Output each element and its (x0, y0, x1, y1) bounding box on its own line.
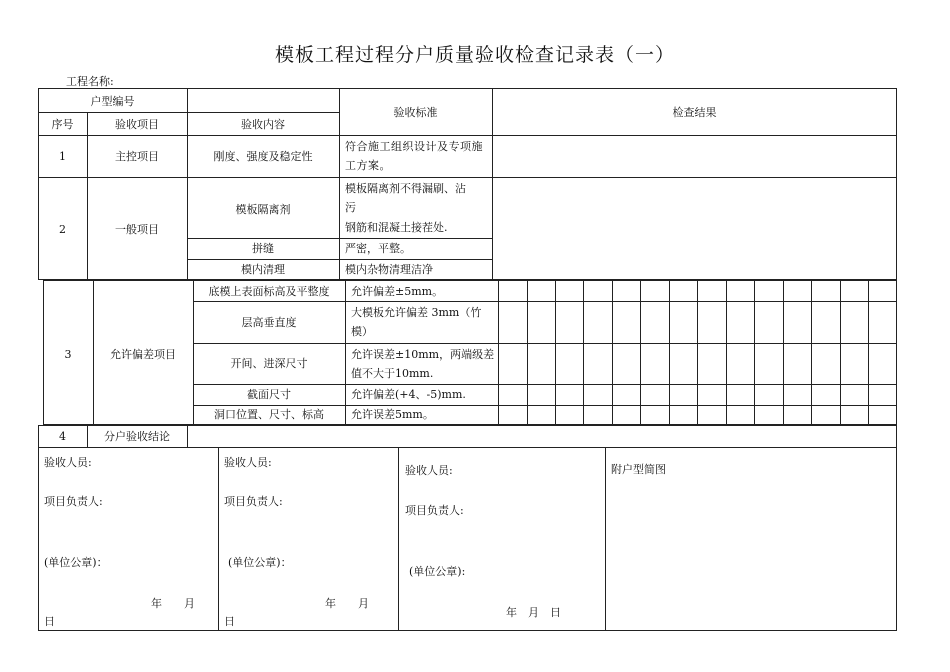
sig1-year-month: 年 月 (151, 597, 195, 610)
sig1-manager: 项目负责人: (44, 495, 103, 508)
row2-sub1-standard-line2: 污 (345, 201, 356, 214)
content-header: 验收内容 (241, 118, 285, 131)
row2-item: 一般项目 (115, 223, 159, 236)
row2-sub2-content: 拼缝 (252, 242, 274, 255)
row3-sub3-content: 开间、进深尺寸 (230, 357, 308, 370)
row3-sub1-content: 底模上表面标高及平整度 (208, 285, 330, 298)
row3-item: 允许偏差项目 (110, 348, 176, 361)
sig2-manager: 项目负责人: (224, 495, 283, 508)
row3-sub2-content: 层高垂直度 (241, 316, 297, 329)
row2-sub1-standard-line1: 模板隔离剂不得漏刷、沾 (345, 182, 466, 195)
sig2-inspector: 验收人员: (224, 456, 272, 469)
row2-sub1-standard-line3: 钢筋和混凝土接茬处. (345, 221, 448, 234)
row2-sub3-content: 模内清理 (241, 263, 285, 276)
standard-header: 验收标准 (393, 106, 438, 119)
sig3-inspector: 验收人员: (405, 464, 453, 477)
row3-sub4-content: 截面尺寸 (247, 388, 291, 401)
floor-plan-attachment-label: 附户型简图 (611, 463, 666, 476)
row2-sub2-standard: 严密，平整。 (345, 242, 411, 255)
row3-sub2-standard: 大模板允许偏差 3mm（竹模） (351, 306, 482, 338)
sig1-inspector: 验收人员: (44, 456, 92, 469)
item-header: 验收项目 (115, 118, 159, 131)
sig2-seal: (单位公章)： (228, 556, 292, 569)
row4-item: 分户验收结论 (104, 430, 170, 443)
sig3-manager: 项目负责人: (405, 504, 464, 517)
sig3-seal: (单位公章): (409, 565, 466, 578)
row3-sub1-standard: 允许偏差±5mm。 (351, 285, 444, 298)
unit-type-header: 户型编号 (90, 95, 135, 108)
row1-content: 刚度、强度及稳定性 (213, 150, 313, 163)
sig2-day: 日 (224, 615, 235, 628)
sig3-date: 年 月 日 (506, 606, 561, 619)
result-header: 检查结果 (672, 106, 717, 119)
row3-sub3-standard: 允许误差±10mm，两端级差值不大于10mm. (351, 348, 495, 380)
sig1-day: 日 (44, 615, 55, 628)
row2-seq: 2 (59, 223, 66, 236)
row4-seq: 4 (59, 430, 66, 443)
row2-sub1-content: 模板隔离剂 (235, 203, 291, 216)
row3-sub4-standard: 允许偏差(+4、-5)mm. (351, 388, 466, 401)
seq-header: 序号 (51, 118, 74, 131)
sig2-year-month: 年 月 (325, 597, 369, 610)
row3-seq: 3 (64, 348, 72, 361)
row1-standard: 符合施工组织设计及专项施工方案。 (345, 140, 483, 172)
page-title: 模板工程过程分户质量验收检查记录表（一） (274, 44, 675, 66)
project-name-label: 工程名称: (66, 75, 114, 88)
row1-seq: 1 (59, 150, 66, 163)
sig1-seal: (单位公章)： (44, 556, 108, 569)
row3-sub5-standard: 允许误差5mm。 (351, 408, 434, 421)
row2-sub3-standard: 模内杂物清理洁净 (345, 263, 433, 276)
row1-item: 主控项目 (115, 150, 159, 163)
row3-sub5-content: 洞口位置、尺寸、标高 (214, 408, 324, 421)
